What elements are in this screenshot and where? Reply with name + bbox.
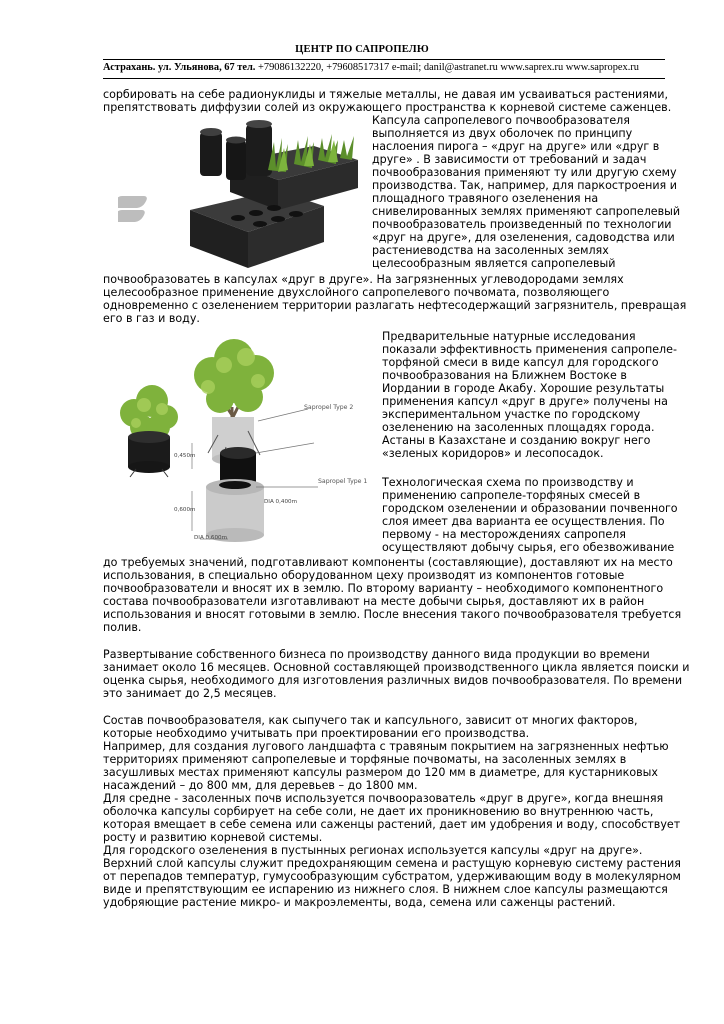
text-line: виде и препятствующим ее испарению из нижнего слоя. В нижнем слое капсулы размещаются <box>103 883 668 896</box>
dimension-label: DIA 0,600m <box>194 535 228 541</box>
text-line: Технологическая схема по производству и <box>382 476 634 489</box>
text-line: Состав почвообразователя, как сыпучего так и капсульного, зависит от многих факторов, <box>103 714 638 727</box>
text-line: Иордании в городе Акабу. Хорошие результаты <box>382 382 665 395</box>
text-line: друге» . В зависимости от требований и задач <box>372 153 647 166</box>
text-line: состава почвообразователи изготавливают на месте добычи сырья, доставляют их в район <box>103 595 645 608</box>
text-line: применения капсул «друг в друге» получены на <box>382 395 668 408</box>
dimension-label: 0,450m <box>174 453 196 459</box>
text-line: территориях применяют сапропелевые и торфяные почвоматы, на засоленных землях в <box>103 753 627 766</box>
label-sapropel-type2: Sapropel Type 2 <box>304 404 354 411</box>
text-line: осуществляют добычу сырья, его обезвоживание <box>382 541 675 554</box>
text-line: показали эффективность применения сапропеле- <box>382 343 677 356</box>
text-line: наслоения пирога – «друг на друге» или «друг в <box>372 140 660 153</box>
header-phones-emails: +79086132220, +79608517317 e-mail; danil@astranet.ru www.saprex.ru www.sapropex.ru <box>255 62 639 73</box>
dimension-label: DIA 0,400m <box>264 499 298 505</box>
text-line: почвообразоватеь в капсулах «друг в друге». На загрязненных углеводородами землях <box>103 273 624 286</box>
text-line: «друг на друге», для озеленения, садоводства или <box>372 231 675 244</box>
text-line: Для средне - засоленных почв используется почвооразователь «друг в друге», когда внешняя <box>103 792 664 805</box>
text-line: сорбировать на себе радионуклиды и тяжелые металлы, не давая им усваиваться растениями, <box>103 88 669 101</box>
text-line: Капсула сапропелевого почвообразователя <box>372 114 630 127</box>
text-line: использования и вносят готовыми в землю. После внесения такого почвообразователя требуется <box>103 608 682 621</box>
text-line: которая вмещает в себе семена или саженцы растений, дает им удобрения и воду, способствует <box>103 818 681 831</box>
text-line: первому - на месторождениях сапропеля <box>382 528 626 541</box>
text-line: оценка сырья, необходимого для изготовления различных видов почвообразователя. По времени <box>103 674 683 687</box>
text-line: почвообразования применяют ту или другую схему <box>372 166 677 179</box>
text-line: экспериментальном участке по городскому <box>382 408 641 421</box>
text-line: от перепадов температур, гумусообразующим субстратом, удерживающим воду в молекулярном <box>103 870 681 883</box>
header-contacts <box>103 62 673 73</box>
text-line: его в газ и воду. <box>103 312 200 325</box>
text-line: слоя имеет два варианта ее осуществления. По <box>382 515 665 528</box>
dimension-label: 0,600m <box>174 507 196 513</box>
text-line: почвообразователи и вносят их в землю. По второму варианту – необходимого компонентного <box>103 582 664 595</box>
text-line: одновременно с озеленением территории разлагать нефтесодержащий загрязнитель, превращая <box>103 299 687 312</box>
text-line: Астаны в Казахстане и созданию вокруг него <box>382 434 651 447</box>
text-line: оболочка капсулы сорбирует на себе соли, не дает их проникновению во внутреннюю часть, <box>103 805 654 818</box>
header-title: ЦЕНТР ПО САПРОПЕЛЮ <box>295 44 429 55</box>
text-line: росту и развитию корневой системы. <box>103 831 323 844</box>
text-line: Верхний слой капсулы служит предохраняющим семена и растущую корневую систему растения <box>103 857 681 870</box>
figure-sapropel-capsules-diagram <box>108 335 378 545</box>
text-line: почвообразования на Ближнем Востоке в <box>382 369 627 382</box>
text-line: торфяной смеси в виде капсул для городского <box>382 356 659 369</box>
text-line: площадного травяного озеленения на <box>372 192 599 205</box>
text-line: озеленению на засоленных площадях города. <box>382 421 655 434</box>
text-line: которые необходимо учитывать при проектировании его производства. <box>103 727 530 740</box>
text-line: препятствовать диффузии солей из окружающего пространства к корневой системе саженцев. <box>103 101 672 114</box>
text-line: снивелированных землях применяют сапропелевый <box>372 205 681 218</box>
header-address: Астрахань. ул. Ульянова, 67 тел. <box>103 62 256 73</box>
label-sapropel-type1: Sapropel Type 1 <box>318 478 368 485</box>
text-line: растениеводства на засоленных землях <box>372 244 609 257</box>
text-line: производства. Так, например, для паркостроения и <box>372 179 677 192</box>
text-line: городском озеленении и образовании почвенного <box>382 502 678 515</box>
header-divider <box>103 59 665 60</box>
text-line: выполняется из двух оболочек по принципу <box>372 127 633 140</box>
text-line: насаждений – до 800 мм, для деревьев – до 1800 мм. <box>103 779 418 792</box>
text-line: применению сапропеле-торфяных смесей в <box>382 489 641 502</box>
text-line: полив. <box>103 621 142 634</box>
text-line: Предварительные натурные исследования <box>382 330 636 343</box>
header-divider-bottom <box>103 78 665 79</box>
text-line: засушливых местах применяют капсулы размером до 120 мм в диаметре, для кустарниковых <box>103 766 658 779</box>
text-line: «зеленых коридоров» и лесопосадок. <box>382 447 604 460</box>
text-line: это занимает до 2,5 месяцев. <box>103 687 277 700</box>
text-line: почвообразователь произведенный по технологии <box>372 218 672 231</box>
text-line: Для городского озеленения в пустынных регионах используется капсулы «друг на друге». <box>103 844 643 857</box>
figure-soil-blocks-illustration <box>118 118 366 270</box>
text-line: Например, для создания лугового ландшафта с травяным покрытием на загрязненных нефтью <box>103 740 669 753</box>
text-line: до требуемых значений, подготавливают компоненты (составляющие), доставляют их на место <box>103 556 673 569</box>
text-line: Развертывание собственного бизнеса по производству данного вида продукции во времени <box>103 648 650 661</box>
text-line: целесообразным является сапропелевый <box>372 257 616 270</box>
text-line: целесообразное применение двухслойного сапропелевого почвомата, позволяющего <box>103 286 610 299</box>
text-line: удобряющие растение микро- и макроэлементы, вода, семена или саженцы растений. <box>103 896 616 909</box>
text-line: использования, в специально оборудованном цеху производят из компонентов готовые <box>103 569 625 582</box>
text-line: занимает около 16 месяцев. Основной составляющей производственного цикла является поиски и <box>103 661 690 674</box>
